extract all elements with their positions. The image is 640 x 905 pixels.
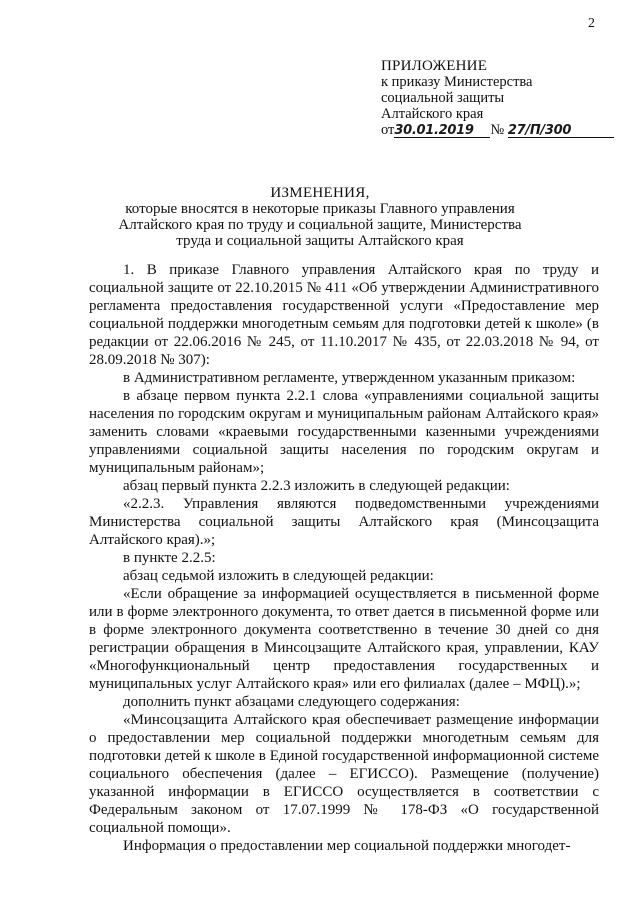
paragraph: Информация о предоставлении мер социальной поддержки многодет- bbox=[123, 838, 571, 854]
paragraph: «Минсоцзащита Алтайского края обеспечивает размещение информации о предоставлении мер социальной поддержки многодетным семьям для подготовки детей к школе в Единой государственной информационной системе социального обеспечения (далее – ЕГИССО). Размещение (получение) указанной информации в ЕГИССО осуществляется в соответствии с Федеральным законом от 17.07.1999 № 178-ФЗ «О государственной социальной помощи». bbox=[89, 712, 599, 836]
paragraph: «2.2.3. Управления являются подведомственными учреждениями Министерства социальной защиты Алтайского края (Минсоцзащита Алтайского края).»; bbox=[89, 496, 599, 548]
paragraph: в пункте 2.2.5: bbox=[123, 550, 216, 566]
appendix-block bbox=[381, 58, 631, 138]
heading-title: ИЗМЕНЕНИЯ, bbox=[270, 185, 370, 201]
paragraph: дополнить пункт абзацами следующего содержания: bbox=[123, 694, 460, 710]
paragraph: в Административном регламенте, утвержденном указанным приказом: bbox=[123, 370, 576, 386]
appendix-line: Алтайского края bbox=[381, 106, 484, 122]
document-heading bbox=[90, 185, 550, 249]
document-body bbox=[89, 261, 599, 855]
paragraph: абзац первый пункта 2.2.3 изложить в следующей редакции: bbox=[123, 478, 510, 494]
paragraph: 1. В приказе Главного управления Алтайского края по труду и социальной защите от 22.10.2015 № 411 «Об утверждении Административного регламента предоставления государственной услуги «Предоставление мер социальной поддержки многодетным семьям для подготовки детей к школе» (в редакции от 22.06.2016 № 245, от 11.10.2017 № 435, от 22.03.2018 № 94, от 28.09.2018 № 307): bbox=[89, 262, 599, 368]
paragraph: абзац седьмой изложить в следующей редакции: bbox=[123, 568, 434, 584]
heading-line: Алтайского края по труду и социальной защите, Министерства bbox=[118, 217, 522, 233]
appendix-line: к приказу Министерства bbox=[381, 74, 533, 90]
handwritten-number: 27/П/300 bbox=[508, 124, 614, 138]
number-prefix: № bbox=[490, 122, 505, 138]
heading-line: труда и социальной защиты Алтайского края bbox=[176, 233, 464, 249]
appendix-line: социальной защиты bbox=[381, 90, 505, 106]
appendix-title: ПРИЛОЖЕНИЕ bbox=[381, 58, 488, 74]
date-prefix: от bbox=[381, 122, 395, 138]
page-number: 2 bbox=[588, 16, 595, 31]
paragraph: в абзаце первом пункта 2.2.1 слова «управлениями социальной защиты населения по городским округам и муниципальным районам Алтайского края» заменить словами «краевыми государственными казенными учреждениями управлениями социальной защиты населения по городским округам и муниципальным районам»; bbox=[89, 388, 599, 476]
handwritten-date: 30.01.2019 bbox=[394, 124, 490, 138]
paragraph: «Если обращение за информацией осуществляется в письменной форме или в форме электронного документа, то ответ дается в письменной форме или в форме электронного документа соответственно в течение 30 дней со дня регистрации обращения в Минсоцзащите Алтайского края, управлении, КАУ «Многофункциональный центр предоставления государственных и муниципальных услуг Алтайского края» или его филиалах (далее – МФЦ).»; bbox=[89, 586, 599, 692]
heading-line: которые вносятся в некоторые приказы Главного управления bbox=[125, 201, 515, 217]
appendix-date-number bbox=[381, 122, 631, 138]
